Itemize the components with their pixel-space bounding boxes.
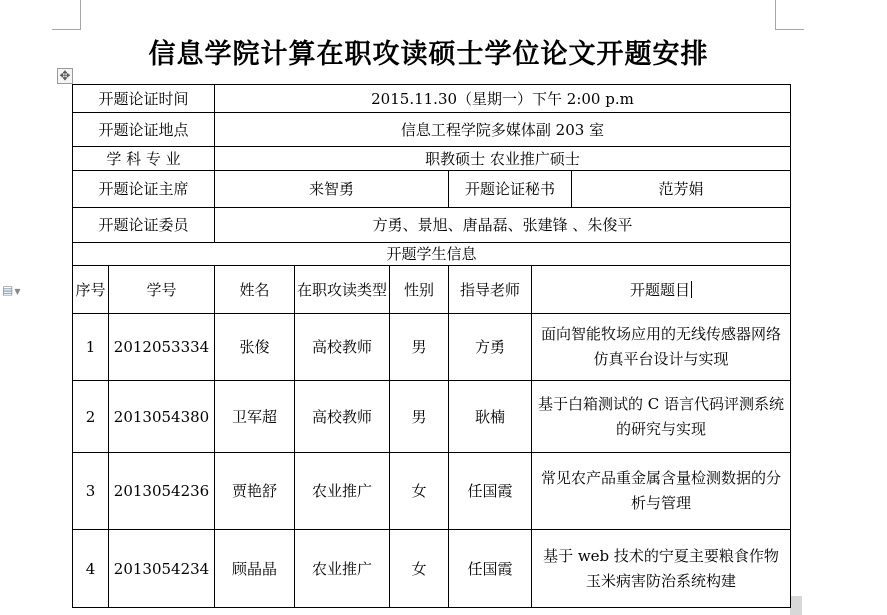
chevron-down-icon: ▼	[14, 287, 21, 296]
col-header-id: 学号	[109, 266, 215, 314]
col-header-type: 在职攻读类型	[295, 266, 390, 314]
place-value[interactable]: 信息工程学院多媒体副 203 室	[215, 113, 791, 147]
cell-gender[interactable]: 女	[390, 530, 449, 608]
major-label: 学 科 专 业	[73, 147, 215, 171]
col-header-topic[interactable]	[532, 266, 791, 314]
col-header-seq: 序号	[73, 266, 109, 314]
cell-name[interactable]: 贾艳舒	[215, 453, 295, 530]
cell-seq[interactable]: 2	[73, 381, 109, 453]
table-row	[73, 381, 791, 453]
cell-id[interactable]: 2013054380	[109, 381, 215, 453]
cell-gender[interactable]: 女	[390, 453, 449, 530]
students-section-title: 开题学生信息	[73, 243, 791, 266]
place-label: 开题论证地点	[73, 113, 215, 147]
cell-id[interactable]: 2012053334	[109, 314, 215, 381]
document-title: 信息学院计算在职攻读硕士学位论文开题安排	[148, 39, 709, 70]
secretary-label: 开题论证秘书	[449, 171, 572, 208]
time-label: 开题论证时间	[73, 85, 215, 113]
cell-name[interactable]: 顾晶晶	[215, 530, 295, 608]
chair-label: 开题论证主席	[73, 171, 215, 208]
committee-label: 开题论证委员	[73, 208, 215, 243]
cell-seq[interactable]: 1	[73, 314, 109, 381]
major-value[interactable]: 职教硕士 农业推广硕士	[215, 147, 791, 171]
table-move-handle-icon[interactable]: ✥	[57, 68, 73, 84]
col-header-gender: 性别	[390, 266, 449, 314]
cell-id[interactable]: 2013054236	[109, 453, 215, 530]
cell-topic[interactable]: 面向智能牧场应用的无线传感器网络仿真平台设计与实现	[532, 314, 791, 381]
schedule-table	[72, 84, 791, 608]
cell-name[interactable]: 张俊	[215, 314, 295, 381]
cell-seq[interactable]: 3	[73, 453, 109, 530]
cell-name[interactable]: 卫军超	[215, 381, 295, 453]
table-row	[73, 453, 791, 530]
crop-mark	[775, 0, 776, 30]
cell-seq[interactable]: 4	[73, 530, 109, 608]
cell-topic[interactable]: 基于 web 技术的宁夏主要粮食作物玉米病害防治系统构建	[532, 530, 791, 608]
table-row	[73, 530, 791, 608]
cell-type[interactable]: 农业推广	[295, 530, 390, 608]
text-cursor	[691, 281, 692, 298]
col-header-advisor: 指导老师	[449, 266, 532, 314]
cell-advisor[interactable]: 任国霞	[449, 453, 532, 530]
crop-mark	[80, 0, 81, 30]
chair-value[interactable]: 来智勇	[215, 171, 449, 208]
table-row	[73, 314, 791, 381]
col-header-topic-text: 开题题目	[629, 280, 690, 299]
cell-topic[interactable]: 常见农产品重金属含量检测数据的分析与管理	[532, 453, 791, 530]
cell-advisor[interactable]: 耿楠	[449, 381, 532, 453]
cell-advisor[interactable]: 方勇	[449, 314, 532, 381]
cell-gender[interactable]: 男	[390, 381, 449, 453]
cell-type[interactable]: 高校教师	[295, 381, 390, 453]
crop-mark	[52, 29, 81, 30]
cell-id[interactable]: 2013054234	[109, 530, 215, 608]
crop-mark	[775, 29, 804, 30]
col-header-name: 姓名	[215, 266, 295, 314]
cell-topic[interactable]: 基于白箱测试的 C 语言代码评测系统的研究与实现	[532, 381, 791, 453]
cell-type[interactable]: 高校教师	[295, 314, 390, 381]
scrollbar-corner[interactable]	[790, 596, 802, 615]
secretary-value[interactable]: 范芳娟	[572, 171, 791, 208]
cell-advisor[interactable]: 任国霞	[449, 530, 532, 608]
committee-value[interactable]: 方勇、景旭、唐晶磊、张建锋 、朱俊平	[215, 208, 791, 243]
cell-type[interactable]: 农业推广	[295, 453, 390, 530]
cell-gender[interactable]: 男	[390, 314, 449, 381]
time-value[interactable]: 2015.11.30（星期一）下午 2:00 p.m	[215, 85, 791, 113]
document-options-icon[interactable]: ▤▼	[2, 283, 21, 297]
